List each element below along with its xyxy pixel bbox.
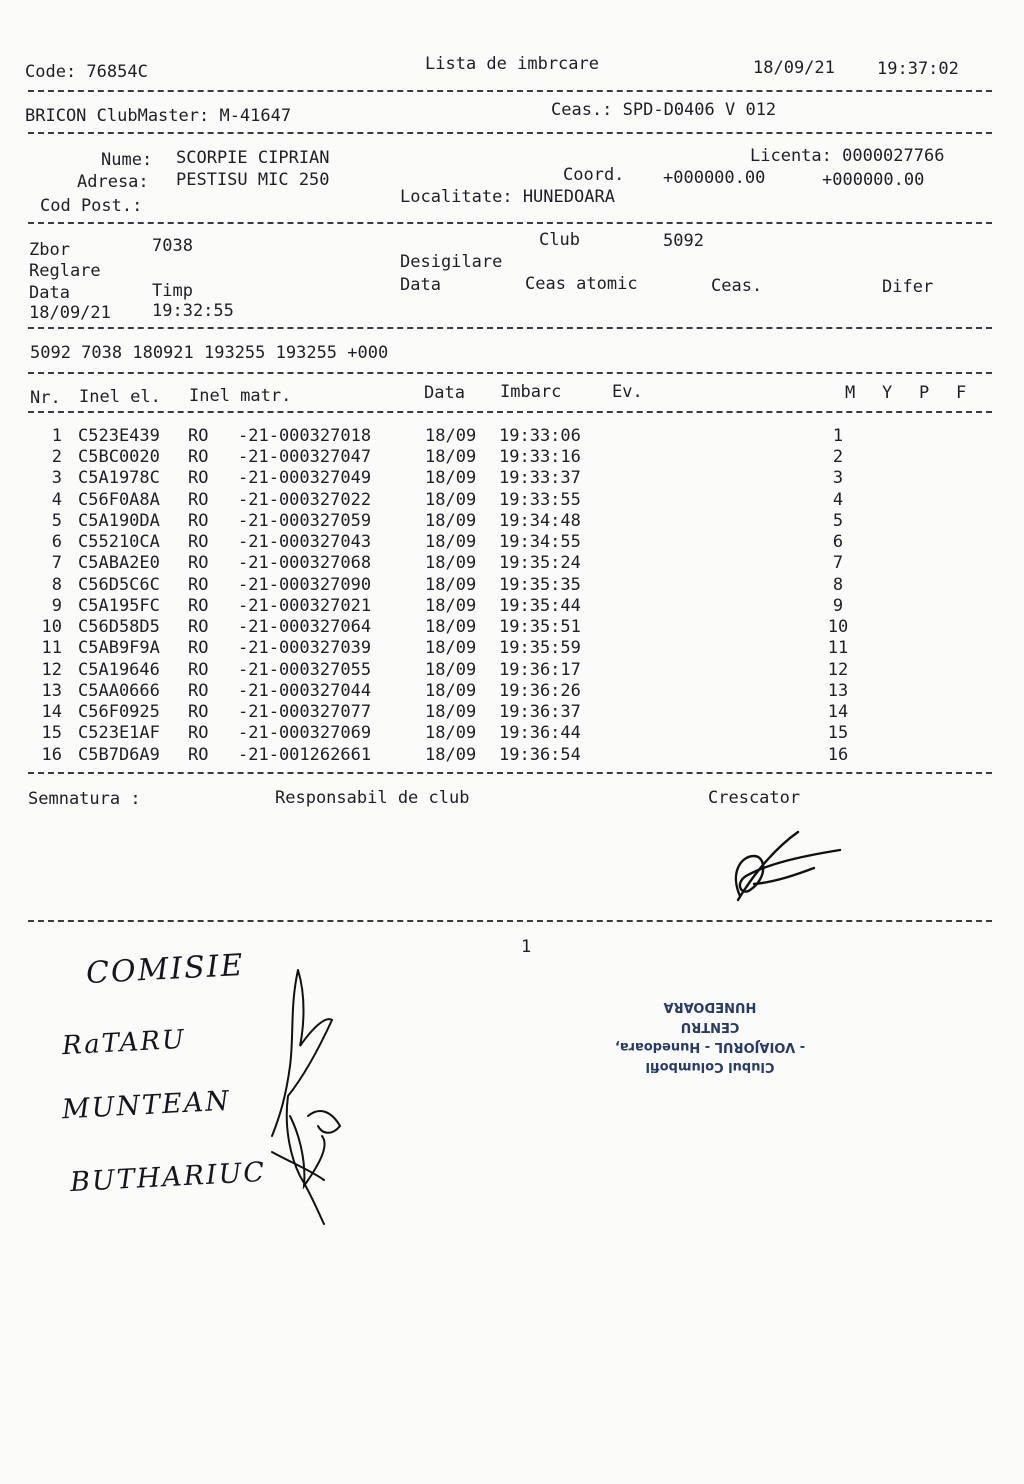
row-time: 19:35:44 (499, 596, 581, 616)
stamp-line: - VOIAJORUL - Hunedoara, (614, 1039, 806, 1054)
table-row (28, 723, 968, 744)
row-ring-el: C5BC0020 (78, 447, 160, 467)
table-row (28, 490, 968, 511)
row-m: 3 (832, 468, 844, 488)
row-ring-matr: -21-000327039 (238, 638, 372, 658)
table-row (28, 532, 968, 553)
print-date: 18/09/21 (753, 58, 835, 78)
handwritten-name-1: RaTARU (61, 1024, 187, 1062)
row-ring-matr: -21-000327021 (238, 596, 372, 616)
timp-value: 19:32:55 (152, 301, 234, 321)
row-time: 19:33:55 (499, 490, 581, 510)
row-ring-matr: -21-000327043 (238, 532, 372, 552)
col-ev: Ev. (612, 382, 643, 402)
row-nr: 14 (41, 702, 62, 722)
difer-label: Difer (882, 277, 934, 297)
ceas-atomic-label: Ceas atomic (525, 274, 638, 294)
zbor-label: Zbor (29, 240, 70, 260)
data-label: Data (29, 283, 70, 303)
row-m: 2 (832, 447, 844, 467)
coord-y: +000000.00 (822, 170, 925, 190)
col-nr: Nr. (30, 388, 61, 408)
table-row (28, 681, 968, 702)
row-nr: 15 (41, 723, 62, 743)
timp-label: Timp (152, 281, 193, 301)
stamp-line: Clubul Columbofil (645, 1059, 775, 1074)
row-nr: 8 (51, 575, 62, 595)
handwritten-name-2: MUNTEAN (61, 1085, 232, 1126)
row-time: 19:36:17 (499, 660, 581, 680)
divider (28, 920, 992, 922)
adresa-label: Adresa: (77, 172, 149, 192)
row-ring-matr: -21-000327044 (238, 681, 372, 701)
stamp-line: CENTRU (680, 1019, 740, 1034)
row-m: 4 (832, 490, 844, 510)
row-country: RO (188, 723, 209, 743)
row-date: 18/09 (425, 575, 477, 595)
row-ring-el: C56D58D5 (78, 617, 160, 637)
row-time: 19:36:26 (499, 681, 581, 701)
row-country: RO (188, 468, 209, 488)
table-row (28, 468, 968, 489)
row-nr: 16 (41, 745, 62, 765)
col-inel-el: Inel el. (79, 387, 161, 407)
reglare-label: Reglare (29, 261, 101, 281)
row-time: 19:33:06 (499, 426, 581, 446)
row-country: RO (188, 532, 209, 552)
row-nr: 5 (51, 511, 62, 531)
col-data: Data (424, 383, 465, 403)
row-time: 19:34:48 (499, 511, 581, 531)
row-m: 14 (827, 702, 849, 722)
coord-label: Coord. (563, 165, 625, 185)
owner-name: SCORPIE CIPRIAN (176, 148, 330, 168)
row-m: 9 (832, 596, 844, 616)
row-country: RO (188, 702, 209, 722)
row-country: RO (188, 426, 209, 446)
divider (28, 90, 992, 92)
row-nr: 6 (51, 532, 62, 552)
table-row (28, 426, 968, 447)
col-p: P (919, 383, 930, 403)
table-row (28, 575, 968, 596)
row-time: 19:33:37 (499, 468, 581, 488)
row-ring-el: C5ABA2E0 (78, 553, 160, 573)
row-country: RO (188, 681, 209, 701)
row-m: 6 (832, 532, 844, 552)
row-date: 18/09 (425, 681, 477, 701)
breeder-signature (720, 826, 850, 908)
row-ring-el: C5A190DA (78, 511, 160, 531)
breeder-label: Crescator (708, 788, 801, 808)
handwritten-name-3: BUTHARIUC (69, 1156, 267, 1199)
row-nr: 13 (41, 681, 62, 701)
row-time: 19:35:35 (499, 575, 581, 595)
row-time: 19:35:24 (499, 553, 581, 573)
club-label: Club (539, 230, 580, 250)
row-m: 8 (832, 575, 844, 595)
stamp-line: HUNEDOARA (663, 999, 757, 1014)
signature-label: Semnatura : (28, 789, 141, 809)
row-ring-el: C56D5C6C (78, 575, 160, 595)
row-m: 5 (832, 511, 844, 531)
row-country: RO (188, 511, 209, 531)
row-nr: 11 (41, 638, 62, 658)
row-m: 10 (827, 617, 849, 637)
row-date: 18/09 (425, 723, 477, 743)
flight-summary: 5092 7038 180921 193255 193255 +000 (30, 343, 389, 363)
table-row (28, 745, 968, 766)
row-country: RO (188, 553, 209, 573)
row-ring-matr: -21-000327055 (238, 660, 372, 680)
row-country: RO (188, 490, 209, 510)
license: Licenta: 0000027766 (750, 146, 945, 166)
club-responsible-label: Responsabil de club (275, 788, 470, 808)
row-ring-el: C5AB9F9A (78, 638, 160, 658)
code-label: Code: 76854C (25, 62, 148, 82)
row-m: 11 (827, 638, 849, 658)
row-country: RO (188, 745, 209, 765)
divider (28, 372, 992, 374)
divider (28, 772, 992, 774)
data2-label: Data (400, 275, 441, 295)
ceas-label: Ceas. (711, 276, 763, 296)
row-country: RO (188, 638, 209, 658)
table-row (28, 702, 968, 723)
coord-x: +000000.00 (663, 168, 766, 188)
row-m: 13 (827, 681, 849, 701)
handwritten-comisie: COMISIE (85, 947, 246, 992)
row-nr: 12 (41, 660, 62, 680)
row-ring-el: C56F0A8A (78, 490, 160, 510)
row-ring-matr: -21-000327022 (238, 490, 372, 510)
row-date: 18/09 (425, 490, 477, 510)
row-nr: 7 (51, 553, 62, 573)
locality: Localitate: HUNEDOARA (400, 187, 615, 207)
row-ring-el: C5A1978C (78, 468, 160, 488)
row-country: RO (188, 660, 209, 680)
row-ring-matr: -21-001262661 (238, 745, 372, 765)
zbor-value: 7038 (152, 236, 193, 256)
table-row (28, 553, 968, 574)
row-date: 18/09 (425, 745, 477, 765)
row-date: 18/09 (425, 511, 477, 531)
club-value: 5092 (663, 231, 704, 251)
row-ring-el: C5B7D6A9 (78, 745, 160, 765)
clock-id: Ceas.: SPD-D0406 V 012 (551, 100, 777, 120)
row-date: 18/09 (425, 638, 477, 658)
row-nr: 4 (51, 490, 62, 510)
row-date: 18/09 (425, 426, 477, 446)
row-ring-el: C5AA0666 (78, 681, 160, 701)
col-y: Y (882, 383, 893, 403)
desigilare-label: Desigilare (400, 252, 503, 272)
row-time: 19:33:16 (499, 447, 581, 467)
row-date: 18/09 (425, 660, 477, 680)
divider (28, 132, 992, 134)
row-m: 12 (827, 660, 849, 680)
row-date: 18/09 (425, 532, 477, 552)
page-number: 1 (521, 937, 532, 957)
row-country: RO (188, 575, 209, 595)
row-ring-el: C523E1AF (78, 723, 160, 743)
row-ring-matr: -21-000327090 (238, 575, 372, 595)
nume-label: Nume: (101, 150, 153, 170)
col-m: M (845, 383, 856, 403)
row-ring-el: C523E439 (78, 426, 160, 446)
row-date: 18/09 (425, 468, 477, 488)
table-row (28, 447, 968, 468)
row-nr: 3 (51, 468, 62, 488)
row-ring-matr: -21-000327077 (238, 702, 372, 722)
owner-address: PESTISU MIC 250 (176, 170, 330, 190)
row-date: 18/09 (425, 447, 477, 467)
row-ring-el: C56F0925 (78, 702, 160, 722)
row-time: 19:35:51 (499, 617, 581, 637)
club-stamp (590, 996, 830, 1076)
print-time: 19:37:02 (877, 59, 959, 79)
table-row (28, 511, 968, 532)
table-row (28, 617, 968, 638)
row-time: 19:36:54 (499, 745, 581, 765)
row-time: 19:36:37 (499, 702, 581, 722)
row-ring-matr: -21-000327069 (238, 723, 372, 743)
row-ring-matr: -21-000327049 (238, 468, 372, 488)
row-ring-matr: -21-000327059 (238, 511, 372, 531)
row-country: RO (188, 596, 209, 616)
table-row (28, 596, 968, 617)
commission-signatures (260, 966, 360, 1228)
row-nr: 10 (41, 617, 62, 637)
row-ring-matr: -21-000327018 (238, 426, 372, 446)
row-time: 19:35:59 (499, 638, 581, 658)
row-country: RO (188, 447, 209, 467)
col-imbarc: Imbarc (500, 382, 562, 402)
row-m: 1 (832, 426, 844, 446)
row-time: 19:36:44 (499, 723, 581, 743)
row-ring-el: C5A19646 (78, 660, 160, 680)
row-ring-matr: -21-000327047 (238, 447, 372, 467)
data-value: 18/09/21 (29, 303, 111, 323)
row-date: 18/09 (425, 596, 477, 616)
table-row (28, 660, 968, 681)
row-nr: 9 (51, 596, 62, 616)
clubmaster-id: BRICON ClubMaster: M-41647 (25, 106, 292, 126)
divider (28, 411, 992, 413)
row-date: 18/09 (425, 702, 477, 722)
row-ring-el: C55210CA (78, 532, 160, 552)
row-m: 15 (827, 723, 849, 743)
divider (28, 327, 992, 329)
row-ring-matr: -21-000327068 (238, 553, 372, 573)
document-title: Lista de imbrcare (425, 54, 599, 74)
row-m: 16 (827, 745, 849, 765)
row-ring-el: C5A195FC (78, 596, 160, 616)
row-date: 18/09 (425, 617, 477, 637)
row-time: 19:34:55 (499, 532, 581, 552)
row-ring-matr: -21-000327064 (238, 617, 372, 637)
row-nr: 2 (51, 447, 62, 467)
codpost-label: Cod Post.: (40, 196, 143, 216)
row-country: RO (188, 617, 209, 637)
divider (28, 222, 992, 224)
row-nr: 1 (51, 426, 62, 446)
col-f: F (956, 383, 967, 403)
table-row (28, 638, 968, 659)
row-date: 18/09 (425, 553, 477, 573)
row-m: 7 (832, 553, 844, 573)
col-inel-matr: Inel matr. (189, 386, 292, 406)
